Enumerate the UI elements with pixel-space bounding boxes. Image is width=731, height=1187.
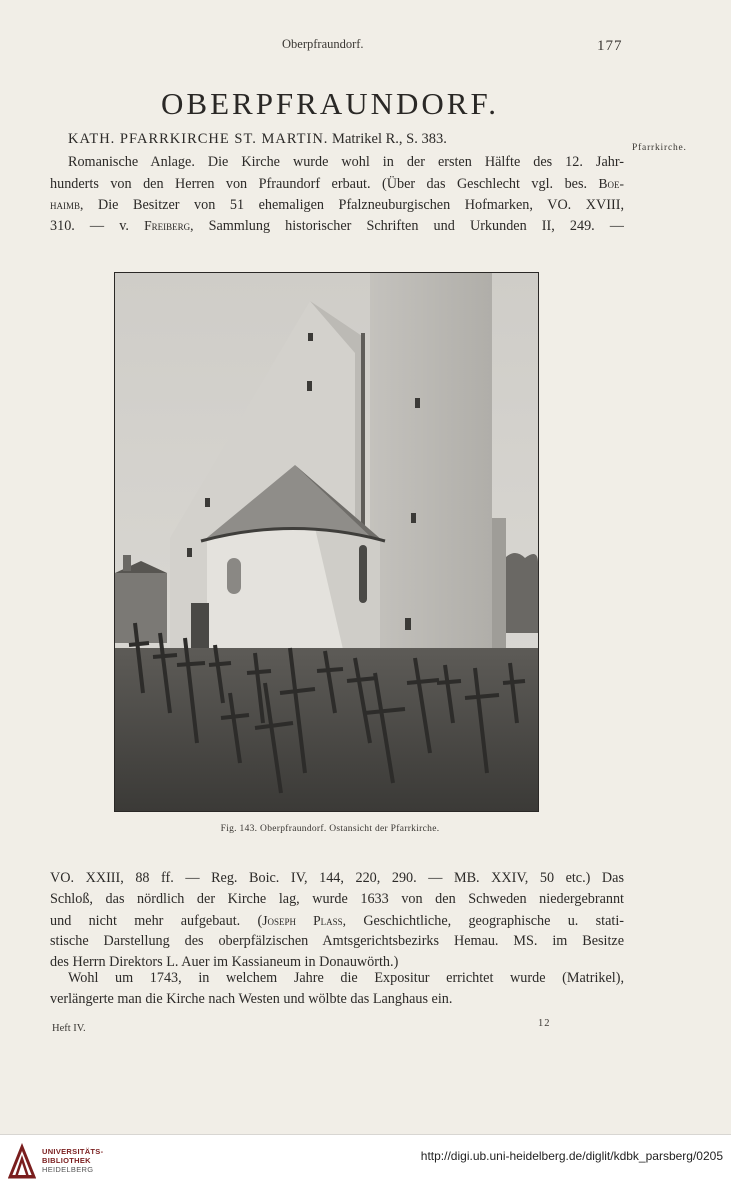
text-line: verlängerte man die Kirche nach Westen und wölbte das Langhaus ein. (50, 991, 453, 1007)
text-line: 310. — v. Freiberg, Sammlung historischer Schriften und Urkunden II, 249. — (50, 218, 624, 234)
signature-number: 12 (538, 1018, 551, 1029)
library-logo-icon (8, 1143, 36, 1179)
signature-mark: Heft IV. (52, 1023, 86, 1034)
page-number: 177 (597, 38, 623, 54)
page-title: OBERPFRAUNDORF. (161, 86, 499, 121)
text-line: stische Darstellung des oberpfälzischen Amtsgerichtsbezirks Hemau. MS. im Besitze (50, 933, 624, 949)
subhead-reference: Matrikel R., S. 383. (332, 131, 447, 147)
text-line: haimb, Die Besitzer von 51 ehemaligen Pfalzneuburgischen Hofmarken, VO. XVIII, (50, 197, 624, 213)
text-line: des Herrn Direktors L. Auer im Kassianeum in Donauwörth.) (50, 954, 399, 970)
subhead-church-name: KATH. PFARRKIRCHE ST. MARTIN. (68, 131, 329, 147)
text-line: Wohl um 1743, in welchem Jahre die Expositur errichtet wurde (Matrikel), (68, 970, 624, 986)
permalink-url[interactable]: http://digi.ub.uni-heidelberg.de/diglit/kdbk_parsberg/0205 (420, 1149, 723, 1163)
viewer-footer (0, 1134, 731, 1187)
running-head: Oberpfraundorf. (282, 37, 364, 51)
margin-note: Pfarrkirche. (632, 143, 687, 153)
text-line: Romanische Anlage. Die Kirche wurde wohl in der ersten Hälfte des 12. Jahr- (68, 154, 624, 170)
text-line: und nicht mehr aufgebaut. (Joseph Plass, Geschichtliche, geographische u. stati- (50, 913, 624, 929)
library-name: UNIVERSITÄTS- BIBLIOTHEK HEIDELBERG (42, 1147, 104, 1174)
text-line: hunderts von den Herren von Pfraundorf erbaut. (Über das Geschlecht vgl. bes. Boe- (50, 176, 624, 192)
paragraph-2 (50, 868, 624, 973)
text-line: Schloß, das nördlich der Kirche lag, wurde 1633 von den Schweden niedergebrannt (50, 891, 624, 907)
paragraph-1 (50, 152, 624, 236)
church-photograph (114, 272, 539, 812)
section-subhead (68, 131, 447, 148)
paragraph-3 (50, 968, 624, 1010)
text-line: VO. XXIII, 88 ff. — Reg. Boic. IV, 144, 220, 290. — MB. XXIV, 50 etc.) Das (50, 870, 624, 886)
figure-caption: Fig. 143. Oberpfraundorf. Ostansicht der Pfarrkirche. (220, 824, 440, 834)
